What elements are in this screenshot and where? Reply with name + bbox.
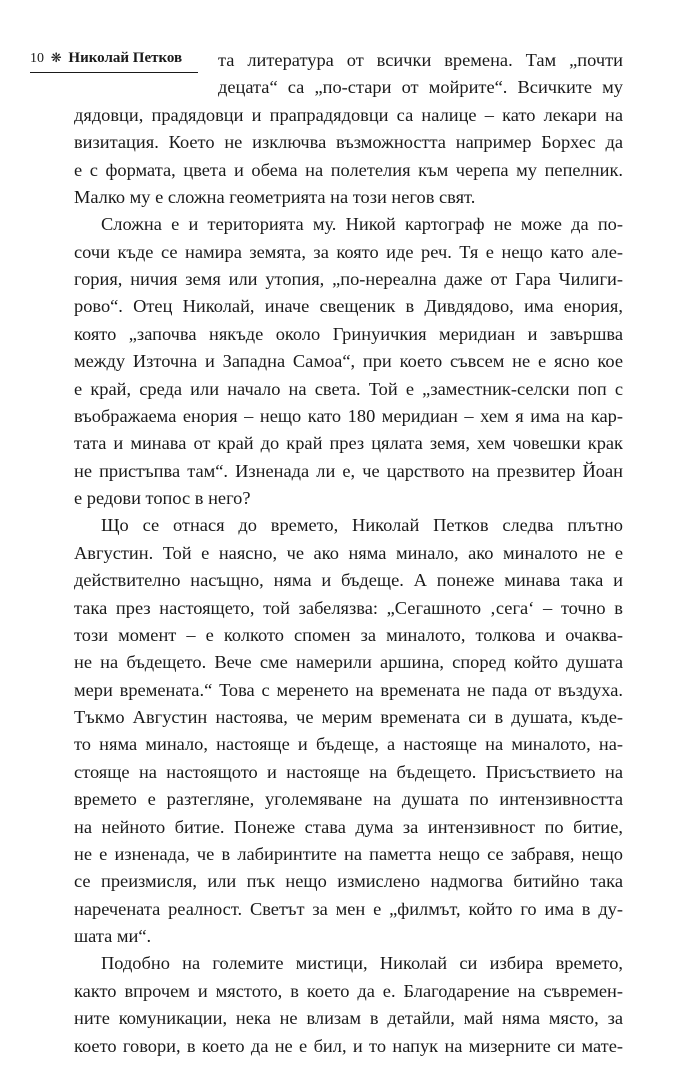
text-line: е редови топос в него? — [74, 488, 251, 509]
ornament-icon: ❋ — [50, 50, 62, 65]
text-line: Малко му е сложна геометрията на този негов свят. — [74, 186, 476, 207]
text-line: сочи къде се намира земята, за която иде реч. Тя е нещо като але- — [74, 241, 623, 262]
text-line: дядовци, прадядовци и прапрадядовци са налице – като лекари на — [74, 104, 623, 125]
text-line: не на бъдещето. Вече сме намерили аршина, според който душата — [74, 652, 623, 673]
text-line: която „започва някъде около Гринуичкия меридиан и завършва — [74, 323, 623, 344]
text-line: ните комуникации, нека не влизам в детайли, май няма място, за — [74, 1008, 623, 1029]
text-line: Сложна е и територията му. Никой картограф не може да по- — [101, 214, 623, 235]
text-line: не пристъпва там“. Изненада ли е, че царството на презвитер Йоан — [74, 460, 623, 481]
text-line: Подобно на големите мистици, Николай си избира времето, — [101, 953, 623, 974]
text-line: тата и минава от край до край през цялата земя, хем човешки крак — [74, 433, 623, 454]
text-line: Августин. Той е наясно, че ако няма минало, ако миналото не е — [74, 542, 623, 563]
text-line: стояще на настоящото и настояще на бъдещето. Присъствието на — [74, 761, 623, 782]
text-line: то няма минало, настояще и бъдеще, а настояще на миналото, на- — [74, 734, 623, 755]
text-line: времето е разтегляне, уголемяване на душата по интензивността — [74, 789, 623, 810]
text-line: действително насъщно, няма и бъдеще. А понеже минава така и — [74, 570, 623, 591]
text-line: така през настоящето, той забелязва: „Сегашното ‚сега‘ – точно в — [74, 597, 623, 618]
text-line: между Източна и Западна Самоа“, при което съвсем не е ясно кое — [74, 351, 623, 372]
text-line: гория, ничия земя или утопия, „по-нереална даже от Гара Чилиги- — [74, 269, 623, 290]
text-line: Що се отнася до времето, Николай Петков следва плътно — [101, 515, 623, 536]
text-line: та литература от всички времена. Там „почти — [218, 50, 623, 70]
running-head — [30, 49, 182, 68]
text-line: мери времената.“ Това с меренето на времената не пада от въздуха. — [74, 679, 623, 700]
text-line: шата ми“. — [74, 926, 152, 947]
text-line: въображаема енория – нещо като 180 меридиан – хем я има на кар- — [74, 405, 623, 426]
author-name: Николай Петков — [68, 50, 183, 66]
text-line: е край, среда или начало на света. Той е „заместник-селски поп с — [74, 378, 623, 399]
text-line: на нейното битие. Понеже става дума за интензивност по битие, — [74, 816, 623, 837]
text-line: визитация. Което не изключва възможността например Борхес да — [74, 132, 623, 153]
header-rule — [30, 72, 198, 73]
text-line: рово“. Отец Николай, иначе свещеник в Дивдядово, има енория, — [74, 296, 623, 317]
text-line: се преизмисля, или пък нещо измислено надмогва битийно така — [74, 871, 623, 892]
text-line: е с формата, цвета и обема на полетелия към черепа му пепелник. — [74, 159, 623, 180]
text-line: този момент – е колкото спомен за миналото, толкова и очаква- — [74, 624, 623, 645]
text-line: Тъкмо Августин настоява, че мерим времената си в душата, къде- — [74, 707, 623, 728]
text-line: както впрочем и мястото, в което да е. Благодарение на съвремен- — [74, 980, 623, 1001]
text-line: наречената реалност. Светът за мен е „филмът, който го има в ду- — [74, 898, 623, 919]
text-line: децата“ са „по-стари от мойрите“. Всичките му — [218, 77, 623, 98]
text-line: не е изненада, че в лабиринтите на паметта нещо се забравя, нещо — [74, 843, 623, 864]
text-line: което говори, в което да не е бил, и то напук на мизерните си мате- — [74, 1035, 623, 1056]
page-number: 10 — [30, 51, 44, 66]
